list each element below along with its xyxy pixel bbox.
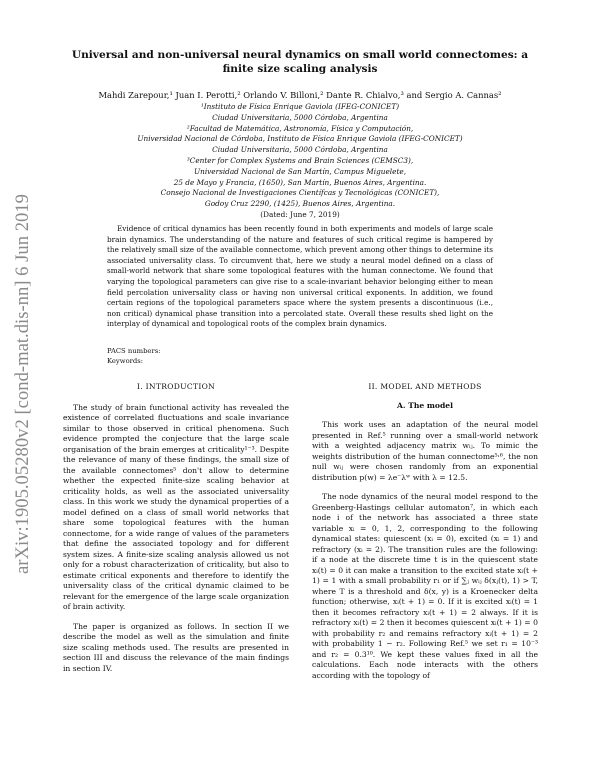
affiliations bbox=[60, 102, 540, 221]
body-paragraph: The paper is organized as follows. In section II we describe the model as well as the simulation and finite size scaling methods used. The results are presented in section III and discuss the relevance of the main findings in section IV. bbox=[63, 621, 289, 673]
right-column bbox=[312, 382, 538, 690]
arxiv-stamp-text: arXiv:1905.05280v2 [cond-mat.dis-nn] 6 Jun 2019 bbox=[13, 196, 33, 574]
affiliation-line: Ciudad Universitaria, 5000 Córdoba, Argentina bbox=[212, 145, 388, 155]
keywords-label: Keywords: bbox=[107, 356, 144, 365]
affiliation-line: ²Facultad de Matemática, Astronomía, Física y Computación, bbox=[186, 123, 414, 133]
arxiv-stamp bbox=[2, 192, 42, 576]
affiliation-line: ¹Instituto de Física Enrique Gaviola (IFEG-CONICET) bbox=[200, 102, 400, 111]
affiliation-line: ³Center for Complex Systems and Brain Sciences (CEMSC3), bbox=[186, 155, 414, 165]
paper-date: (Dated: June 7, 2019) bbox=[260, 209, 340, 219]
pacs-label: PACS numbers: bbox=[107, 347, 161, 355]
section-heading-introduction: I. INTRODUCTION bbox=[136, 382, 216, 391]
paper-title: Universal and non-universal neural dynamics on small world connectomes: a finite size scaling analysis bbox=[71, 49, 529, 75]
affiliation-line: Consejo Nacional de Investigaciones Científcas y Tecnológicas (CONICET), bbox=[160, 188, 440, 198]
pacs-keywords bbox=[107, 347, 307, 366]
affiliation-line: 25 de Mayo y Francia, (1650), San Martín, Buenos Aires, Argentina. bbox=[173, 177, 427, 187]
left-column bbox=[63, 382, 289, 683]
affiliation-line: Universidad Nacional de San Martín, Campus Miguelete, bbox=[193, 166, 407, 176]
section-heading-model-methods: II. MODEL AND METHODS bbox=[368, 382, 482, 391]
body-paragraph: The study of brain functional activity has revealed the existence of correlated fluctuations and scale invariance similar to those observed in critical phenomena. Such evidence prompted the conjecture that the large scale organisation of the brain emerges at criticality¹⁻³. Despite the relevance of many of these findings, the small size of the available connectomes⁵ don't allow to determine whether the expected finite-size scaling behavior at criticality holds, as well as the associated universality class. In this work we study the dynamical properties of a model defined on a class of small world networks that share some topological features with the human connectome, for a wide range of values of the parameters that define the associated topology and for different system sizes. A finite-size scaling analysis allowed us not only for a robust characterization of criticality, but also to estimate critical exponents and therefore to identify the universality class of the critical dynamic claimed to be relevant for the emergence of the large scale organization of brain activity. bbox=[63, 402, 289, 611]
affiliation-line: Universidad Nacional de Córdoba, Instituto de Física Enrique Gaviola (IFEG-CONICET) bbox=[137, 134, 463, 144]
affiliation-line: Ciudad Universitaria, 5000 Córdoba, Argentina bbox=[212, 112, 388, 122]
affiliation-line: Godoy Cruz 2290, (1425), Buenos Aires, Argentina. bbox=[204, 199, 396, 209]
body-paragraph: The node dynamics of the neural model respond to the Greenberg-Hastings cellular automaton⁷, in which each node i of the network has associated a three state variable xᵢ = 0, 1, 2, corresponding to the following dynamical states: quiescent (xᵢ = 0), excited (xᵢ = 1) and refractory (xᵢ = 2). The transition rules are the following: if a node at the discrete time t is in the quiescent state xᵢ(t) = 0 it can make a transition to the excited state xᵢ(t + 1) = 1 with a small probability r₁ or if ∑ⱼ wᵢⱼ δ(xⱼ(t), 1) > T, where T is a threshold and δ(x, y) is a Kroenecker delta function; otherwise, xᵢ(t + 1) = 0. If it is excited xᵢ(t) = 1 then it becomes refractory xᵢ(t + 1) = 2 always. If it is refractory xᵢ(t) = 2 then it becomes quiescent xᵢ(t + 1) = 0 with probability r₂ and remains refractory xᵢ(t + 1) = 2 with probability 1 − r₂. Following Ref.⁵ we set r₁ = 10⁻³ and r₂ = 0.3¹⁰. We kept these values fixed in all the calculations. Each node interacts with the others according with the topology of bbox=[312, 492, 538, 680]
subsection-heading-model: A. The model bbox=[397, 400, 453, 410]
body-paragraph: This work uses an adaptation of the neural model presented in Ref.⁵ running over a small-world network with a weighted adjacency matrix wᵢⱼ. To mimic the weights distribution of the human connectome⁵˒⁶, the non null wᵢⱼ were chosen randomly from an exponential distribution p(w) = λe⁻λʷ with λ = 12.5. bbox=[312, 420, 538, 482]
author-list: Mahdi Zarepour,¹ Juan I. Perotti,² Orlando V. Billoni,² Dante R. Chialvo,³ and Sergio A. Cannas² bbox=[98, 90, 502, 100]
abstract: Evidence of critical dynamics has been recently found in both experiments and models of large scale brain dynamics. The understanding of the nature and features of such critical regime is hampered by the relatively small size of the available connectome, which prevent among other things to determine its associated universality class. To circumvent that, here we study a neural model defined on a class of small-world network that share some topological features with the human connectome. We found that varying the topological parameters can give rise to a scale-invariant behavior belonging either to mean field percolation universality class or having non universal critical exponents. In addition, we found certain regions of the topological parameters space where the system presents a discontinuous (i.e., non critical) dynamical phase transition into a percolated state. Overall these results shed light on the interplay of dynamical and topological roots of the complex brain dynamics. bbox=[107, 224, 493, 329]
